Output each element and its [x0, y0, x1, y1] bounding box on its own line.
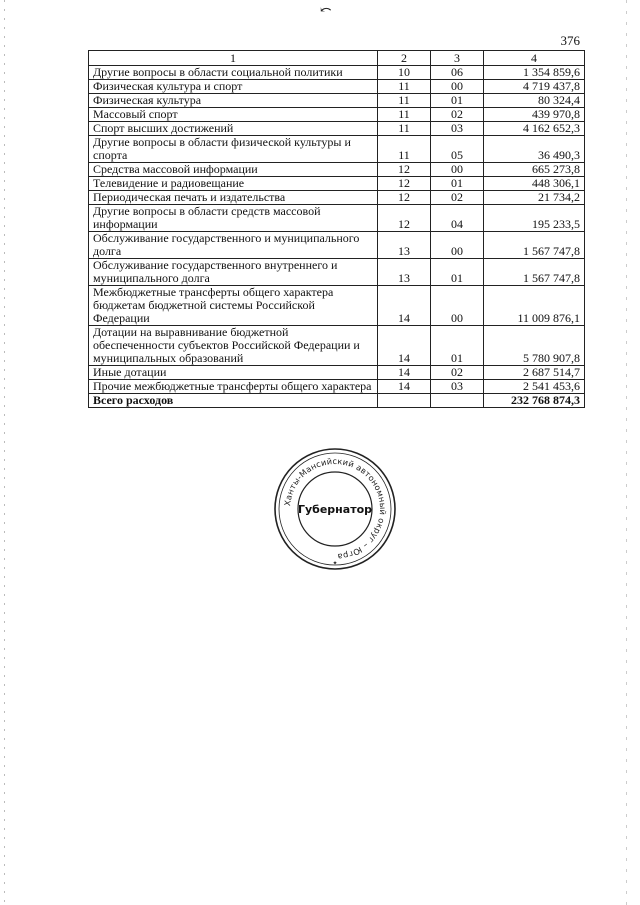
row-subsection: 04	[431, 205, 484, 232]
row-amount: 21 734,2	[484, 191, 585, 205]
table-row	[89, 94, 585, 108]
scan-mark: ⤺	[320, 3, 332, 18]
row-subsection: 00	[431, 163, 484, 177]
row-subsection: 01	[431, 94, 484, 108]
row-section: 13	[378, 259, 431, 286]
row-subsection: 01	[431, 326, 484, 366]
row-section: 12	[378, 191, 431, 205]
row-amount: 36 490,3	[484, 136, 585, 163]
row-name: Массовый спорт	[89, 108, 378, 122]
row-amount: 195 233,5	[484, 205, 585, 232]
row-amount: 1 567 747,8	[484, 232, 585, 259]
page-number: 376	[560, 33, 580, 48]
row-name: Дотации на выравнивание бюджетной обеспеченности субъектов Российской Федерации и муниципальных образований	[89, 326, 378, 366]
table-header-row	[89, 51, 585, 66]
row-amount: 1 567 747,8	[484, 259, 585, 286]
table-row	[89, 66, 585, 80]
table-row	[89, 205, 585, 232]
row-section: 12	[378, 177, 431, 191]
table-row	[89, 326, 585, 366]
row-amount: 4 719 437,8	[484, 80, 585, 94]
total-subsection	[431, 394, 484, 408]
row-amount: 11 009 876,1	[484, 286, 585, 326]
row-name: Прочие межбюджетные трансферты общего характера	[89, 380, 378, 394]
row-amount: 439 970,8	[484, 108, 585, 122]
row-subsection: 00	[431, 80, 484, 94]
row-name: Межбюджетные трансферты общего характера бюджетам бюджетной системы Российской Федерации	[89, 286, 378, 326]
seal-star-icon: ✦	[332, 560, 338, 567]
row-section: 11	[378, 94, 431, 108]
row-amount: 448 306,1	[484, 177, 585, 191]
total-amount: 232 768 874,3	[484, 394, 585, 408]
row-amount: 665 273,8	[484, 163, 585, 177]
scan-edge-right	[626, 0, 627, 905]
row-name: Физическая культура	[89, 94, 378, 108]
row-section: 10	[378, 66, 431, 80]
header-col-2: 2	[378, 51, 431, 66]
row-amount: 2 687 514,7	[484, 366, 585, 380]
row-section: 11	[378, 80, 431, 94]
row-section: 14	[378, 380, 431, 394]
row-name: Телевидение и радиовещание	[89, 177, 378, 191]
budget-table	[88, 50, 585, 408]
table-row	[89, 191, 585, 205]
row-name: Обслуживание государственного и муниципального долга	[89, 232, 378, 259]
row-subsection: 01	[431, 259, 484, 286]
row-amount: 2 541 453,6	[484, 380, 585, 394]
table-row	[89, 108, 585, 122]
seal-graphic	[272, 446, 398, 572]
table-row	[89, 366, 585, 380]
row-name: Спорт высших достижений	[89, 122, 378, 136]
row-subsection: 02	[431, 366, 484, 380]
row-name: Другие вопросы в области социальной политики	[89, 66, 378, 80]
row-subsection: 00	[431, 232, 484, 259]
row-amount: 5 780 907,8	[484, 326, 585, 366]
row-section: 11	[378, 108, 431, 122]
table-row	[89, 80, 585, 94]
table-row	[89, 380, 585, 394]
table-row	[89, 259, 585, 286]
row-section: 13	[378, 232, 431, 259]
row-section: 14	[378, 366, 431, 380]
row-section: 14	[378, 326, 431, 366]
row-section: 12	[378, 205, 431, 232]
table-row	[89, 286, 585, 326]
row-section: 11	[378, 122, 431, 136]
header-col-4: 4	[484, 51, 585, 66]
row-section: 12	[378, 163, 431, 177]
table-row	[89, 163, 585, 177]
row-amount: 4 162 652,3	[484, 122, 585, 136]
row-name: Средства массовой информации	[89, 163, 378, 177]
table-row	[89, 136, 585, 163]
total-row	[89, 394, 585, 408]
row-name: Другие вопросы в области физической культуры и спорта	[89, 136, 378, 163]
row-name: Обслуживание государственного внутреннего и муниципального долга	[89, 259, 378, 286]
total-label: Всего расходов	[89, 394, 378, 408]
total-section	[378, 394, 431, 408]
row-name: Иные дотации	[89, 366, 378, 380]
row-section: 14	[378, 286, 431, 326]
scan-edge-left	[4, 0, 5, 905]
governor-seal	[272, 446, 398, 572]
row-subsection: 01	[431, 177, 484, 191]
row-amount: 80 324,4	[484, 94, 585, 108]
table-body	[89, 66, 585, 394]
table-row	[89, 232, 585, 259]
row-subsection: 03	[431, 122, 484, 136]
row-name: Физическая культура и спорт	[89, 80, 378, 94]
row-amount: 1 354 859,6	[484, 66, 585, 80]
row-section: 11	[378, 136, 431, 163]
row-subsection: 05	[431, 136, 484, 163]
seal-ring-text: Ханты-Мансийский автономный округ – Югра	[282, 455, 389, 562]
header-col-3: 3	[431, 51, 484, 66]
row-name: Другие вопросы в области средств массовой информации	[89, 205, 378, 232]
row-subsection: 00	[431, 286, 484, 326]
seal-center-text: Губернатор	[297, 503, 373, 516]
header-col-1: 1	[89, 51, 378, 66]
row-subsection: 03	[431, 380, 484, 394]
table-row	[89, 122, 585, 136]
row-subsection: 02	[431, 191, 484, 205]
table-row	[89, 177, 585, 191]
row-subsection: 06	[431, 66, 484, 80]
row-subsection: 02	[431, 108, 484, 122]
row-name: Периодическая печать и издательства	[89, 191, 378, 205]
